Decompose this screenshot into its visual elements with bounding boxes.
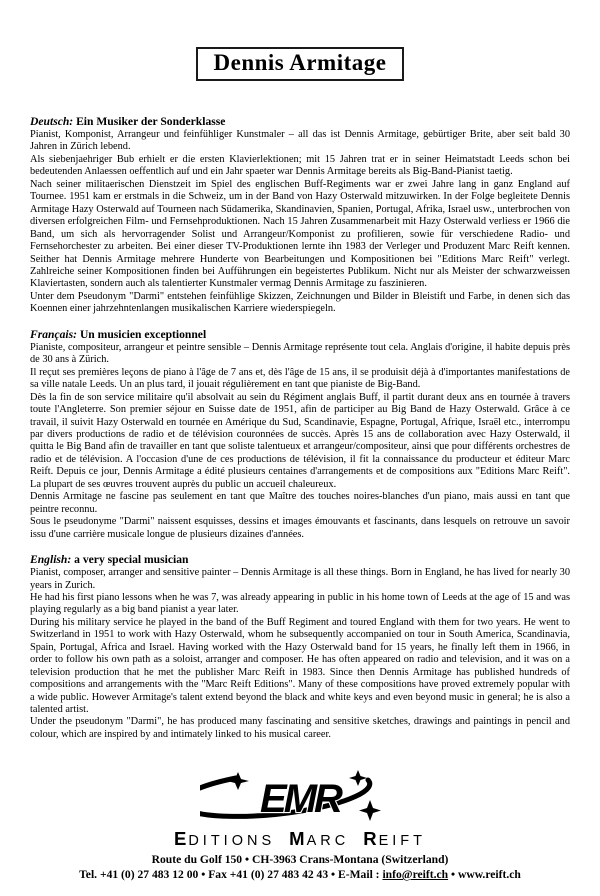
publisher-wordmark	[0, 828, 600, 850]
paragraph: Als siebenjaehriger Bub erhielt er die ersten Klavierlektionen; mit 15 Jahren trat er in seiner Heimatstadt Leeds schon bei bedeutenden Anlaessen oeffentlich auf und ein Jahr spaeter war Dennis Armitage bereits als Big-Band-Pianist taetig.	[30, 153, 570, 178]
section-title-english: a very special musician	[74, 553, 189, 567]
paragraph: Sous le pseudonyme "Darmi" naissent esquisses, dessins et images émouvants et fascinants, dans lesquels on retrouve un savoir issu d'une carrière musicale longue de plusieurs dizaines d'années.	[30, 516, 570, 540]
document-content	[30, 115, 570, 741]
section-header-francais	[30, 328, 570, 341]
paragraph: Under the pseudonym "Darmi", he has produced many fascinating and sensitive sketches, drawings and paintings in pencil and colour, which are inspired by and intimately linked to his musical career.	[30, 716, 570, 740]
wordmark-initial: E	[173, 828, 189, 849]
paragraph: Pianist, composer, arranger and sensitive painter – Dennis Armitage is all these things. Born in England, he has lived for nearly 30 years in Zurich.	[30, 567, 570, 591]
emr-logo	[200, 770, 400, 826]
paragraph: Unter dem Pseudonym "Darmi" entstehen feinfühlige Skizzen, Zeichnungen und Bilder in Bleistift und Farbe, in denen sich das Koennen einer jahrzehntenlangen musikalischen Karriere wiederspiegeln.	[30, 290, 570, 315]
website-text: www.reift.ch	[457, 868, 521, 881]
wordmark-rest: DITIONS	[188, 833, 276, 849]
section-header-deutsch	[30, 115, 570, 128]
paragraph: Nach seiner militaerischen Dienstzeit im Spiel des englischen Buff-Regiments war er zwei Jahre lang in ganz England auf Tournee. 1951 kam er erstmals in die Schweiz, um in der Band von Hazy Osterwald mitzuwirken. In der Folge begleitete Dennis Armitage Hazy Osterwald auf Tourneen nach Südamerika, Skandinavien, Spanien, Portugal, Afrika, Israel usw., unterbrochen von diversen erfolgreichen Film- und Fernsehproduktionen. Nach 15 Jahren Zusammenarbeit mit Hazy Osterwald verliess er 1966 die Band, um sich als hervorragender Solist und Arrangeur/Komponist zu profilieren, sowie für verschiedene Radio- und Fernsehorchester zu arbeiten. Bei einer dieser TV-Produktionen lernte ihn 1983 der Verleger und Produzent Marc Reift kennen. Seither hat Dennis Armitage mehrere Hunderte von Bearbeitungen und Kompositionen bei "Editions Marc Reift" verlegt. Zahlreiche seiner Kompositionen finden bei Aufführungen ein begeistertes Publikum. Nicht nur als Meister der schwarzweissen Klaviertasten, sondern auch als talentierter Kunstmaler vermag Dennis Armitage zu faszinieren.	[30, 178, 570, 290]
paragraph: Il reçut ses premières leçons de piano à l'âge de 7 ans et, dès l'âge de 15 ans, il se produisit déjà à d'importantes manifestations de sa ville natale Leeds. Un an plus tard, il jouait régulièrement en tant que pianiste de Big-Band.	[30, 366, 570, 391]
lang-label-english: English:	[30, 553, 72, 567]
wordmark-rest: EIFT	[378, 833, 427, 849]
page-title: Dennis Armitage	[213, 50, 387, 75]
lang-label-francais: Français:	[30, 327, 78, 341]
paragraph: Dennis Armitage ne fascine pas seulement en tant que Maître des touches noires-blanches d'un piano, mais aussi en tant que peintre reconnu.	[30, 491, 570, 515]
section-header-english	[30, 553, 570, 566]
section-english	[30, 553, 570, 741]
paragraph: During his military service he played in the band of the Buff Regiment and toured England with them for two years. He went to Switzerland in 1951 to work with Hazy Osterwald, whom he subsequently accompanied on tour in South America, Scandinavia, Spain, Portugal, Africa and Israel. Having worked with the Hazy Osterwald band for 15 years, he finally left them in 1966, in order to follow his own path as a soloist, arranger and composer. He has often appeared on radio and television, and it was on a television production that he met the publisher Marc Reift in 1983. Since then Dennis Armitage has published hundreds of compositions and arrangements with the "Marc Reift Editions". Many of these compositions have proved extremely popular with a wide public. However Armitage's talent extend beyond the black and white keys and even beyond music in general; he is also a talented artist.	[30, 616, 570, 716]
section-title-deutsch: Ein Musiker der Sonderklasse	[76, 115, 226, 128]
email-link[interactable]: info@reift.ch	[382, 868, 449, 881]
wordmark-initial: R	[363, 828, 379, 849]
section-deutsch	[30, 115, 570, 316]
publisher-footer	[0, 770, 600, 882]
document-page	[0, 47, 600, 741]
contact-separator: •	[448, 868, 458, 881]
paragraph: Pianiste, compositeur, arrangeur et peintre sensible – Dennis Armitage représente tout cela. Anglais d'origine, il habite depuis près de 30 ans à Zürich.	[30, 341, 570, 366]
paragraph: Pianist, Komponist, Arrangeur und feinfühliger Kunstmaler – all das ist Dennis Armitage, gebürtiger Brite, aber seit bald 30 Jahren in Zürich lebend.	[30, 129, 570, 153]
section-francais	[30, 328, 570, 541]
publisher-contact	[0, 867, 600, 882]
paragraph: Dès la fin de son service militaire qu'il absolvait au sein du Régiment anglais Buff, il partit durant deux ans en tournée à travers toute l'Angleterre. Son premier séjour en Suisse date de 1951, afin de participer au Big Band de Hazy Osterwald. Grâce à ce travail, il suivit Hazy Osterwald en tournée en Amérique du Sud, Scandinavie, Espagne, Portugal, Afrique, Israël etc., interrompu par divers productions de radio et de télévision couronnées de succès. Après 15 ans de collaboration avec Hazy Osterwald, il quitta le Big Band afin de travailler en tant que soliste talentueux et arrangeur/compositeur, ainsi que pour différents orchestres de radio et de télévision. A l'occasion d'une de ces productions de télévision, il fit la connaissance du producteur et éditeur Marc Reift. Depuis ce jour, Dennis Armitage a édité plusieurs centaines d'arrangements et de compositions aux "Editions Marc Reift". La plupart de ses œuvres trouvent auprès du public un accueil chaleureux.	[30, 391, 570, 490]
section-title-francais: Un musicien exceptionnel	[79, 327, 207, 341]
wordmark-initial: M	[289, 828, 307, 849]
publisher-address: Route du Golf 150 • CH-3963 Crans-Montana (Switzerland)	[151, 853, 449, 866]
contact-text: Tel. +41 (0) 27 483 12 00 • Fax +41 (0) 27 483 42 43 • E-Mail :	[79, 868, 383, 881]
paragraph: He had his first piano lessons when he was 7, was already appearing in public in his home town of Leeds at the age of 15 and was playing regularly as a big band pianist a year later.	[30, 591, 570, 616]
lang-label-deutsch: Deutsch:	[30, 115, 74, 128]
title-box	[196, 47, 405, 81]
wordmark-rest: ARC	[306, 833, 350, 849]
emr-logo-text: EMR	[260, 777, 340, 821]
emr-logo-graphic	[200, 770, 400, 826]
